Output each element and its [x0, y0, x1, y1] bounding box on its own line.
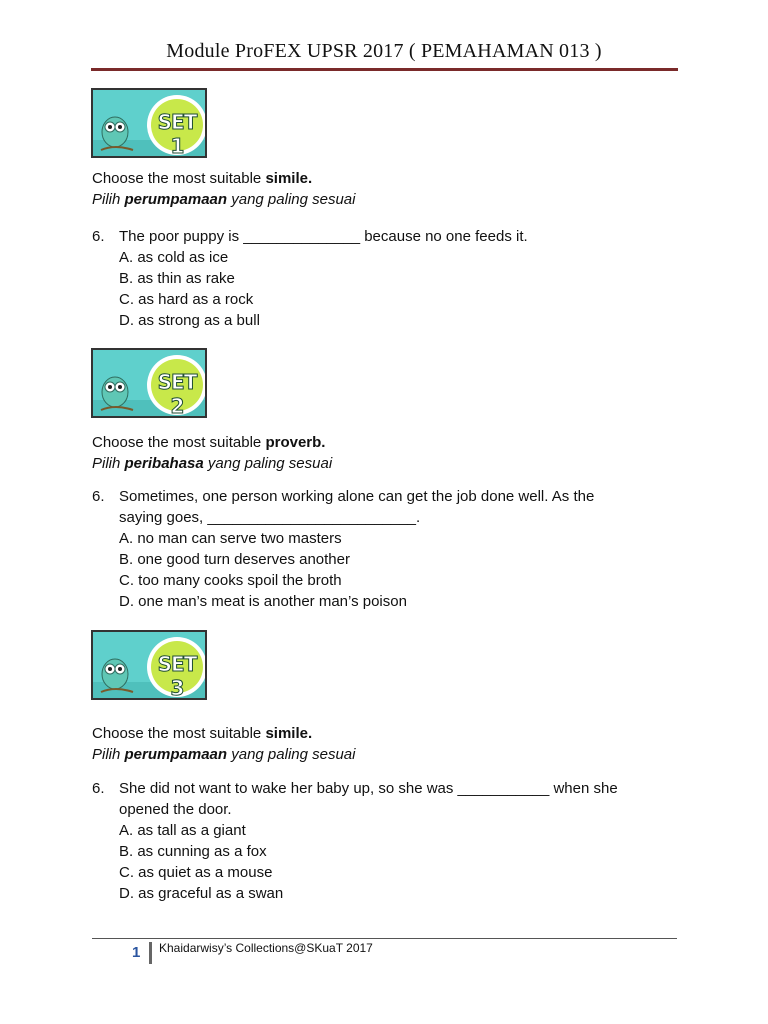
- footer-divider: [92, 938, 677, 939]
- instruction-english: Choose the most suitable proverb.: [92, 434, 326, 451]
- option-c: C. as quiet as a mouse: [119, 864, 273, 881]
- header-divider: [91, 68, 678, 71]
- option-c: C. too many cooks spoil the broth: [119, 572, 342, 589]
- option-c: C. as hard as a rock: [119, 291, 254, 308]
- instruction-malay: Pilih peribahasa yang paling sesuai: [92, 455, 333, 472]
- instruction-english: Choose the most suitable simile.: [92, 725, 313, 742]
- instruction-english: Choose the most suitable simile.: [92, 170, 313, 187]
- set-1-label: SET 1: [157, 110, 197, 158]
- footer-credit: Khaidarwisy’s Collections@SKuaT 2017: [159, 941, 373, 955]
- question-text-line-2: saying goes, _________________________.: [119, 509, 421, 526]
- option-a: A. no man can serve two masters: [119, 530, 342, 547]
- set-2-badge: [91, 348, 207, 418]
- set-2-question: [92, 486, 692, 612]
- option-d: D. one man’s meat is another man’s poison: [119, 593, 407, 610]
- option-a: A. as tall as a giant: [119, 822, 246, 839]
- set-1-question: [92, 226, 692, 331]
- set-3-label: SET 3: [157, 652, 197, 700]
- question-number: 6.: [92, 780, 105, 797]
- option-d: D. as strong as a bull: [119, 312, 260, 329]
- option-b: B. as cunning as a fox: [119, 843, 267, 860]
- set-3-question: [92, 778, 692, 904]
- footer-separator: [149, 942, 152, 964]
- question-number: 6.: [92, 488, 105, 505]
- question-text-line-1: She did not want to wake her baby up, so she was ___________ when she: [119, 780, 618, 797]
- instruction-malay: Pilih perumpamaan yang paling sesuai: [92, 746, 356, 763]
- set-1-instruction: [92, 168, 356, 210]
- instruction-malay: Pilih perumpamaan yang paling sesuai: [92, 191, 356, 208]
- set-2-label: SET 2: [157, 370, 197, 418]
- option-b: B. one good turn deserves another: [119, 551, 350, 568]
- question-text: The poor puppy is ______________ because no one feeds it.: [119, 228, 528, 245]
- set-3-instruction: [92, 723, 356, 765]
- question-text-line-2: opened the door.: [119, 801, 232, 818]
- option-b: B. as thin as rake: [119, 270, 235, 287]
- option-d: D. as graceful as a swan: [119, 885, 284, 902]
- page-title: Module ProFEX UPSR 2017 ( PEMAHAMAN 013 ): [166, 40, 602, 62]
- question-text-line-1: Sometimes, one person working alone can get the job done well. As the: [119, 488, 595, 505]
- page-number: 1: [132, 944, 141, 961]
- question-number: 6.: [92, 228, 105, 245]
- option-a: A. as cold as ice: [119, 249, 229, 266]
- set-2-instruction: [92, 432, 332, 474]
- set-3-badge: [91, 630, 207, 700]
- set-1-badge: [91, 88, 207, 158]
